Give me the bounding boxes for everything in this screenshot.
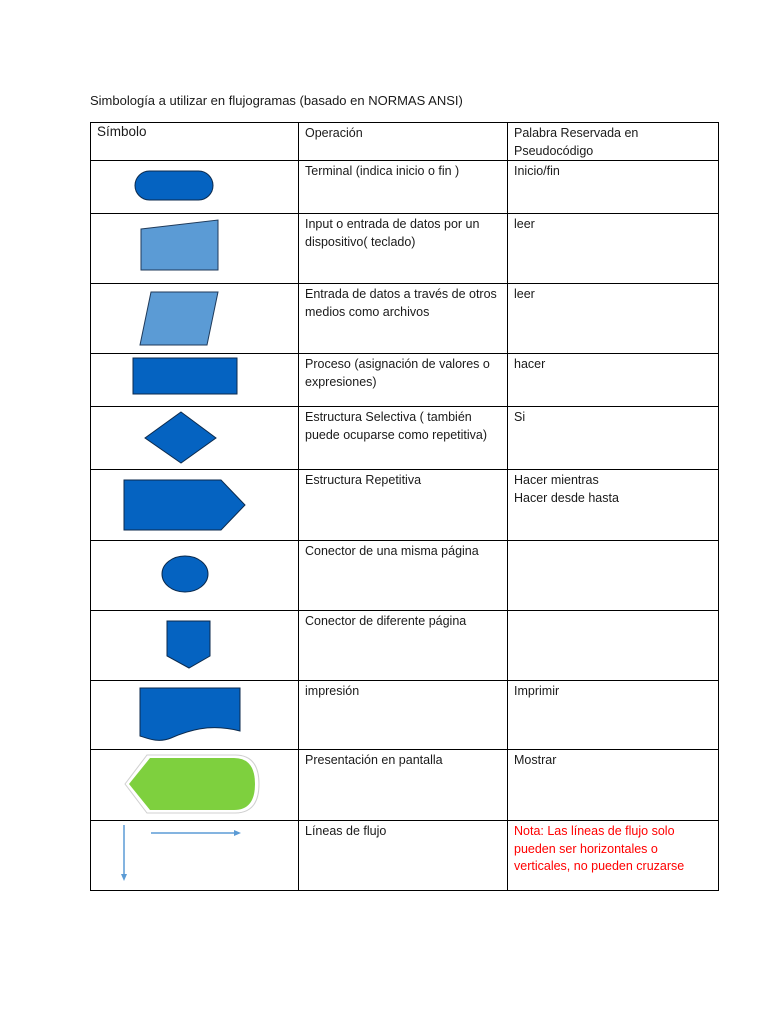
table-row [91,354,719,407]
operacion-cell: Conector de diferente página [299,611,508,681]
table-row [91,284,719,354]
palabra-cell: leer [508,284,719,354]
symbol-cell [91,470,299,541]
table-row [91,161,719,214]
flow-lines-icon [91,821,286,891]
symbol-cell [91,821,299,891]
symbol-table [90,122,719,891]
palabra-cell: Imprimir [508,681,719,750]
table-row [91,750,719,821]
operacion-cell: Proceso (asignación de valores o expresiones) [299,354,508,407]
operacion-cell: Conector de una misma página [299,541,508,611]
table-row [91,611,719,681]
palabra-cell: Mostrar [508,750,719,821]
on-page-connector-icon [91,541,286,611]
document-print-icon [91,681,286,750]
operacion-cell: Presentación en pantalla [299,750,508,821]
palabra-cell: Inicio/fin [508,161,719,214]
operacion-cell: Input o entrada de datos por un dispositivo( teclado) [299,214,508,284]
operacion-cell: Líneas de flujo [299,821,508,891]
operacion-cell: Entrada de datos a través de otros medios como archivos [299,284,508,354]
table-row [91,541,719,611]
symbol-cell [91,407,299,470]
operacion-cell: Terminal (indica inicio o fin ) [299,161,508,214]
palabra-cell: Hacer mientras Hacer desde hasta [508,470,719,541]
symbol-cell [91,750,299,821]
off-page-connector-icon [91,611,286,681]
symbol-cell [91,541,299,611]
palabra-cell: leer [508,214,719,284]
document-title: Simbología a utilizar en flujogramas (basado en NORMAS ANSI) [90,93,463,108]
symbol-cell [91,284,299,354]
table-row [91,470,719,541]
table-header-row [91,123,719,161]
palabra-cell [508,611,719,681]
header-operacion: Operación [299,123,508,161]
palabra-cell [508,541,719,611]
process-rectangle-icon [91,354,286,407]
palabra-cell: Si [508,407,719,470]
header-palabra: Palabra Reservada en Pseudocódigo [508,123,719,161]
header-simbolo: Símbolo [91,123,299,161]
display-icon [91,750,286,821]
terminal-icon [91,161,286,214]
note-cell: Nota: Las líneas de flujo solo pueden ser horizontales o verticales, no pueden cruzarse [508,821,719,891]
symbol-cell [91,611,299,681]
decision-diamond-icon [91,407,286,470]
symbol-cell [91,681,299,750]
table-row [91,407,719,470]
operacion-cell: impresión [299,681,508,750]
operacion-cell: Estructura Repetitiva [299,470,508,541]
symbol-cell [91,214,299,284]
table-row [91,821,719,891]
symbol-cell [91,161,299,214]
loop-pentagon-icon [91,470,286,541]
manual-input-icon [91,214,286,284]
operacion-cell: Estructura Selectiva ( también puede ocuparse como repetitiva) [299,407,508,470]
table-row [91,681,719,750]
palabra-cell: hacer [508,354,719,407]
symbol-cell [91,354,299,407]
table-row [91,214,719,284]
data-io-parallelogram-icon [91,284,286,354]
